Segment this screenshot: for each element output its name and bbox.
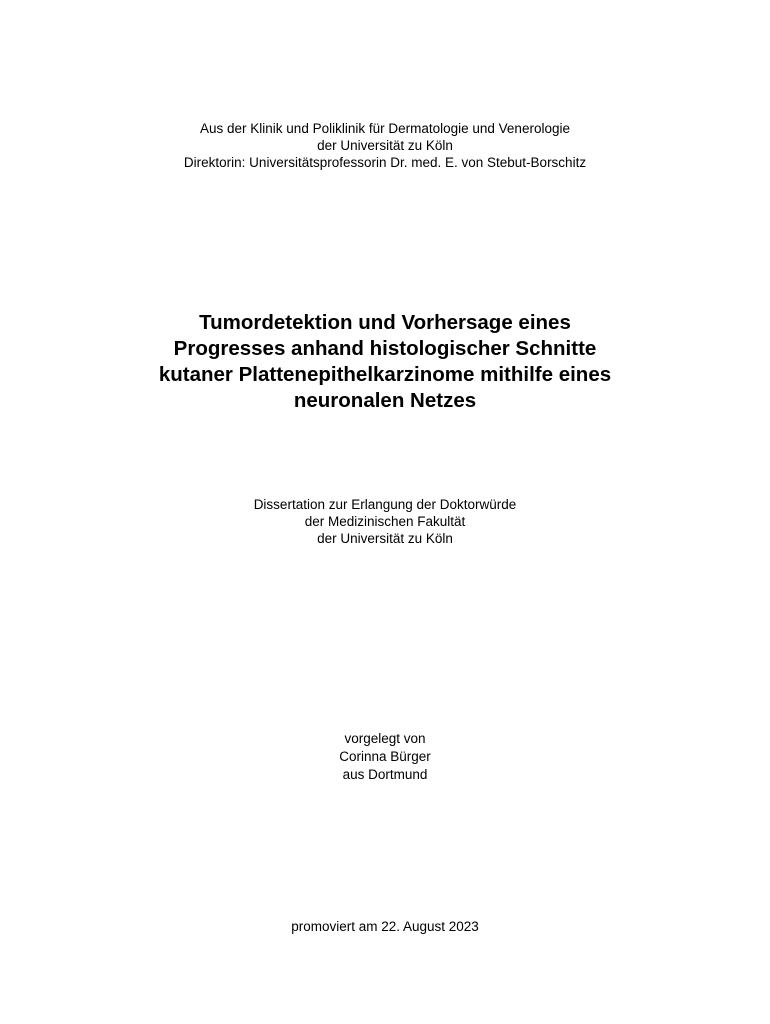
title-line-2: Progresses anhand histologischer Schnitte [173, 337, 597, 360]
dissertation-title [0, 310, 770, 414]
dissertation-line-faculty: der Medizinischen Fakultät [304, 514, 466, 529]
promotion-date-text: promoviert am 22. August 2023 [291, 919, 479, 934]
institute-line-clinic: Aus der Klinik und Poliklinik für Dermatologie und Venerologie [200, 121, 570, 136]
author-block [0, 730, 770, 784]
author-origin: aus Dortmund [342, 767, 428, 782]
institute-line-university: der Universität zu Köln [317, 138, 453, 153]
dissertation-statement [0, 496, 770, 547]
dissertation-line-purpose: Dissertation zur Erlangung der Doktorwürde [253, 497, 517, 512]
institute-header [0, 120, 770, 171]
title-line-3: kutaner Plattenepithelkarzinome mithilfe eines [158, 363, 612, 386]
institute-line-director: Direktorin: Universitätsprofessorin Dr. med. E. von Stebut-Borschitz [183, 155, 587, 170]
promotion-date [0, 918, 770, 935]
author-name: Corinna Bürger [339, 749, 431, 764]
dissertation-line-university: der Universität zu Köln [317, 531, 453, 546]
author-presented-by: vorgelegt von [344, 731, 426, 746]
title-line-1: Tumordetektion und Vorhersage eines [199, 311, 571, 334]
title-line-4: neuronalen Netzes [293, 389, 477, 412]
